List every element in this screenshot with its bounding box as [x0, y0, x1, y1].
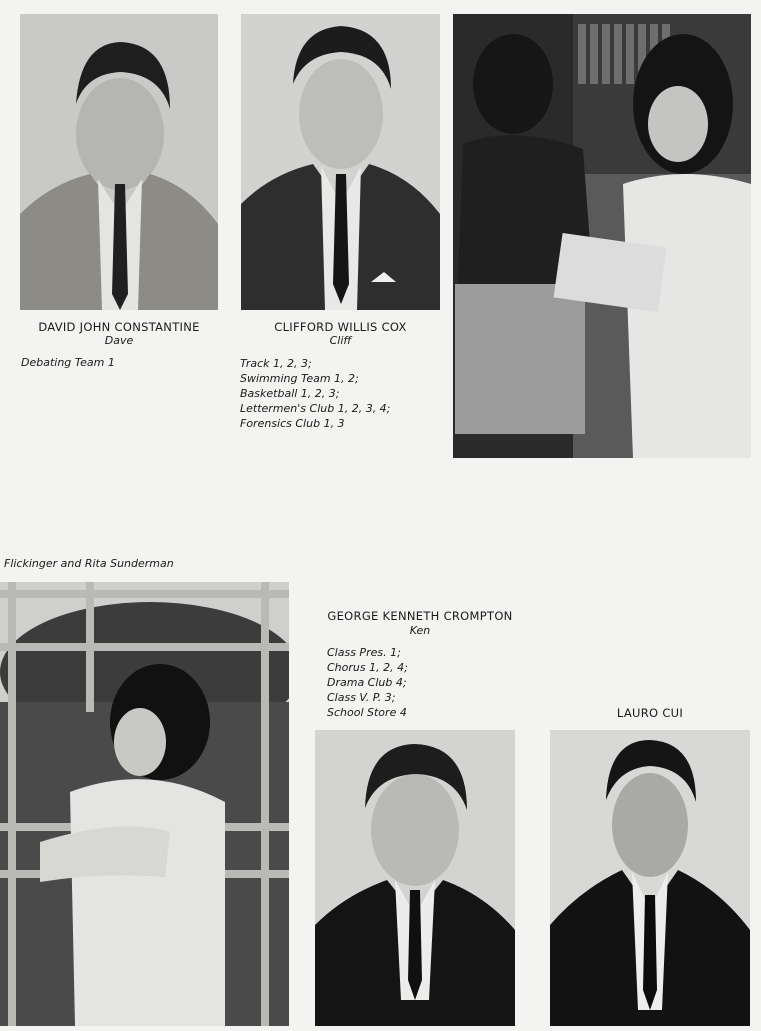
- student-name-cui: LAURO CUI: [616, 706, 684, 720]
- student-name-cox: CLIFFORD WILLIS COX: [274, 320, 407, 334]
- activity-item: Swimming Team 1, 2;: [240, 372, 359, 385]
- activity-item: Basketball 1, 2, 3;: [240, 387, 340, 400]
- activities-crompton: [327, 645, 408, 720]
- activity-item: Class V. P. 3;: [327, 691, 396, 704]
- activity-item: Drama Club 4;: [327, 676, 407, 689]
- activity-item: Debating Team 1: [21, 356, 115, 369]
- candid-photo-library: [453, 14, 751, 458]
- student-name-crompton: GEORGE KENNETH CROMPTON: [327, 609, 513, 623]
- portrait-george-crompton: [315, 730, 515, 1026]
- candid-photo-jungle-gym: [0, 582, 289, 1026]
- portrait-clifford-cox: [241, 14, 440, 310]
- portrait-david-constantine: [20, 14, 218, 310]
- portrait-lauro-cui: [550, 730, 750, 1026]
- student-nickname-cox: Cliff: [329, 334, 352, 347]
- activity-item: Lettermen's Club 1, 2, 3, 4;: [240, 402, 391, 415]
- activities-cox: [240, 356, 390, 431]
- student-name-constantine: DAVID JOHN CONSTANTINE: [38, 320, 200, 334]
- activity-item: Track 1, 2, 3;: [240, 357, 312, 370]
- candid-caption: Flickinger and Rita Sunderman: [4, 557, 174, 570]
- activity-item: Class Pres. 1;: [327, 646, 401, 659]
- activity-item: School Store 4: [327, 706, 407, 719]
- activity-item: Chorus 1, 2, 4;: [327, 661, 408, 674]
- activities-constantine: [21, 355, 115, 370]
- student-nickname-crompton: Ken: [409, 624, 431, 637]
- student-nickname-constantine: Dave: [104, 334, 134, 347]
- activity-item: Forensics Club 1, 3: [240, 417, 345, 430]
